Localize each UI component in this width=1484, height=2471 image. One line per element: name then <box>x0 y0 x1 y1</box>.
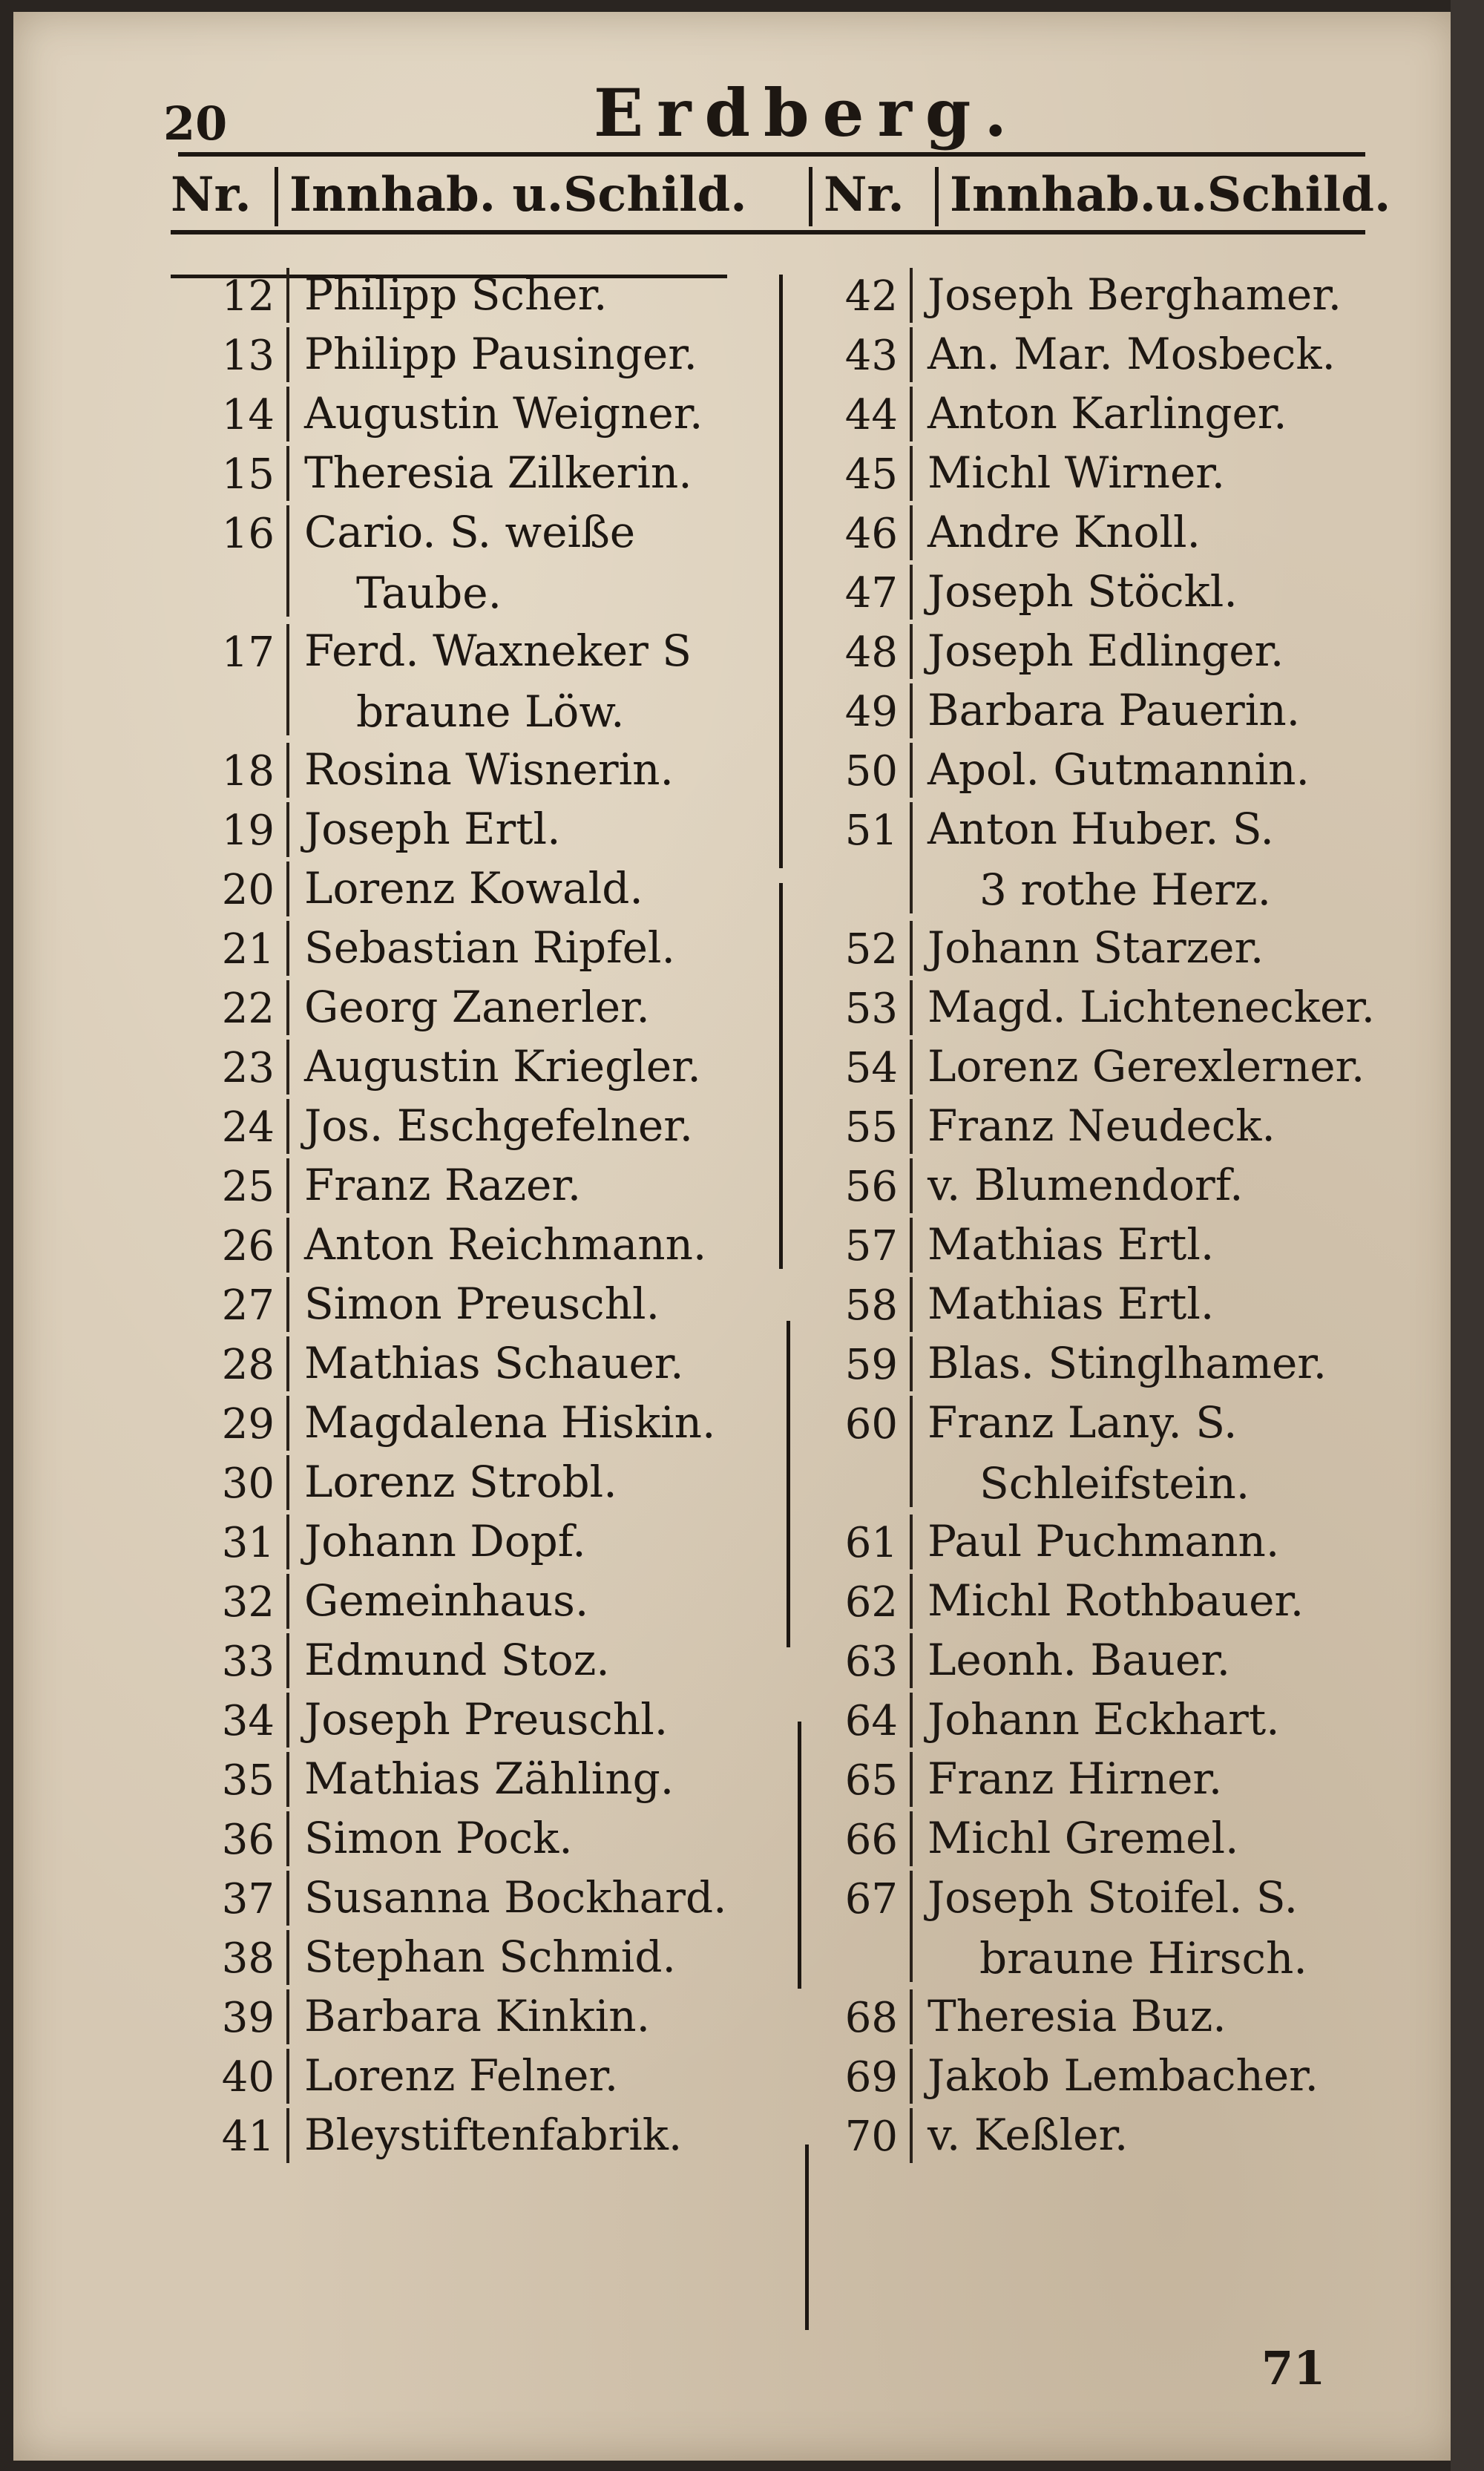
entry-separator <box>910 1811 913 1866</box>
list-item <box>794 1569 1402 1629</box>
running-title: Erdberg. <box>594 74 1021 151</box>
owner-name: Apol. Gutmannin. <box>928 744 1310 795</box>
owner-name: Joseph Berghamer. <box>928 269 1342 320</box>
owner-name: Barbara Kinkin. <box>304 1991 651 2041</box>
owner-name: Theresia Buz. <box>928 1991 1227 2041</box>
entry-separator <box>286 1752 289 1807</box>
house-number: 12 <box>221 272 275 321</box>
house-number: 57 <box>844 1222 898 1270</box>
entry-separator <box>910 1515 913 1569</box>
entry-separator <box>286 1396 289 1451</box>
list-item <box>163 916 794 976</box>
column-headers <box>171 160 1391 226</box>
list-item <box>794 1629 1402 1688</box>
entry-separator <box>910 1396 913 1507</box>
list-item <box>794 1510 1402 1569</box>
house-number: 69 <box>844 2053 898 2101</box>
house-number: 18 <box>221 747 275 795</box>
entry-separator <box>286 446 289 501</box>
owner-name: Simon Pock. <box>304 1813 573 1863</box>
owner-name: Bleystiftenfabrik. <box>304 2110 683 2160</box>
list-item <box>794 323 1402 382</box>
list-item <box>794 501 1402 560</box>
owner-name: Gemeinhaus. <box>304 1575 589 1626</box>
owner-name: Blas. Stinglhamer. <box>928 1338 1327 1388</box>
entry-separator <box>286 862 289 916</box>
list-item <box>163 798 794 857</box>
entry-separator <box>910 1040 913 1095</box>
house-number: 58 <box>844 1282 898 1330</box>
owner-name: Joseph Edlinger. <box>928 626 1284 676</box>
owner-name: Susanna Bockhard. <box>304 1872 727 1923</box>
owner-name: Anton Reichmann. <box>304 1219 707 1270</box>
entry-separator <box>286 2108 289 2163</box>
owner-name: Theresia Zilkerin. <box>304 447 692 498</box>
owner-name: Leonh. Bauer. <box>928 1635 1231 1685</box>
entry-separator <box>910 1218 913 1273</box>
list-item <box>163 2044 794 2104</box>
entry-separator <box>286 1158 289 1213</box>
house-number: 61 <box>844 1519 898 1567</box>
list-item <box>794 1035 1402 1095</box>
list-item <box>163 1213 794 1273</box>
page-header <box>148 67 1365 156</box>
entry-separator <box>286 1574 289 1629</box>
owner-name: Michl Rothbauer. <box>928 1575 1304 1626</box>
owner-name: Johann Eckhart. <box>928 1694 1280 1745</box>
entry-separator <box>286 1811 289 1866</box>
list-item <box>794 1985 1402 2044</box>
entry-separator <box>286 387 289 442</box>
owner-name: Mathias Ertl. <box>928 1279 1215 1329</box>
owner-name: Mathias Ertl. <box>928 1219 1215 1270</box>
left-name-header: Innhab. u.Schild. <box>289 167 747 223</box>
list-item <box>794 382 1402 442</box>
list-item <box>163 1273 794 1332</box>
list-item <box>163 1035 794 1095</box>
house-number: 64 <box>844 1697 898 1745</box>
entry-separator <box>286 1989 289 2044</box>
entry-separator <box>910 387 913 442</box>
owner-name: Franz Neudeck. <box>928 1100 1275 1151</box>
owner-name: Philipp Pausinger. <box>304 329 697 379</box>
list-item <box>163 1391 794 1451</box>
house-number: 47 <box>844 569 898 617</box>
entry-separator <box>910 921 913 976</box>
entry-separator <box>286 921 289 976</box>
entry-separator <box>286 1930 289 1985</box>
house-number: 30 <box>221 1460 275 1508</box>
owner-name: Simon Preuschl. <box>304 1279 660 1329</box>
entry-separator <box>286 980 289 1035</box>
list-item <box>163 1332 794 1391</box>
house-number: 63 <box>844 1638 898 1686</box>
entry-separator <box>910 2049 913 2104</box>
list-item <box>794 1748 1402 1807</box>
house-number: 17 <box>221 629 275 677</box>
list-item <box>163 1985 794 2044</box>
owner-name: Michl Gremel. <box>928 1813 1239 1863</box>
owner-name: Andre Knoll. <box>928 507 1201 557</box>
entry-separator <box>910 565 913 620</box>
owner-name: Anton Karlinger. <box>928 388 1287 439</box>
sign-continuation: braune Hirsch. <box>979 1933 1307 1983</box>
list-item <box>794 1866 1402 1985</box>
house-number: 21 <box>221 925 275 974</box>
house-number: 53 <box>844 985 898 1033</box>
entry-separator <box>286 2049 289 2104</box>
entry-separator <box>910 268 913 323</box>
entry-separator <box>286 505 289 617</box>
list-item <box>794 1391 1402 1510</box>
list-item <box>163 1569 794 1629</box>
house-number: 44 <box>844 391 898 439</box>
owner-name: Jakob Lembacher. <box>928 2050 1319 2101</box>
entry-separator <box>910 1158 913 1213</box>
house-number: 56 <box>844 1163 898 1211</box>
entry-separator <box>910 1574 913 1629</box>
house-number: 70 <box>844 2113 898 2161</box>
house-number: 24 <box>221 1103 275 1152</box>
list-item <box>163 382 794 442</box>
owner-name: Edmund Stoz. <box>304 1635 610 1685</box>
house-number: 43 <box>844 332 898 380</box>
house-number: 39 <box>221 1994 275 2042</box>
header-separator <box>275 167 278 226</box>
list-item <box>163 1688 794 1748</box>
list-item <box>163 1629 794 1688</box>
list-item <box>163 2104 794 2163</box>
house-number: 15 <box>221 450 275 499</box>
house-number: 33 <box>221 1638 275 1686</box>
house-number: 31 <box>221 1519 275 1567</box>
house-number: 38 <box>221 1935 275 1983</box>
owner-name: Jos. Eschgefelner. <box>304 1100 694 1151</box>
house-number: 45 <box>844 450 898 499</box>
house-number: 59 <box>844 1341 898 1389</box>
list-item <box>163 1748 794 1807</box>
owner-name: Lorenz Kowald. <box>304 863 643 913</box>
owner-name: An. Mar. Mosbeck. <box>928 329 1336 379</box>
list-item <box>163 1807 794 1866</box>
page-number: 20 <box>163 96 228 151</box>
entry-separator <box>910 327 913 382</box>
list-item <box>163 1451 794 1510</box>
house-number: 35 <box>221 1756 275 1805</box>
owner-name: Augustin Weigner. <box>304 388 703 439</box>
sign-continuation: braune Löw. <box>356 686 625 737</box>
header-rule-top <box>178 152 1365 157</box>
entry-separator <box>910 1752 913 1807</box>
entry-separator <box>286 268 289 323</box>
list-item <box>794 263 1402 323</box>
entry-separator <box>910 624 913 679</box>
list-item <box>794 442 1402 501</box>
column-divider <box>805 2145 809 2330</box>
house-number: 29 <box>221 1400 275 1448</box>
header-separator <box>809 167 812 226</box>
entry-separator <box>286 1040 289 1095</box>
left-nr-header: Nr. <box>171 167 252 223</box>
entry-separator <box>910 2108 913 2163</box>
entry-separator <box>286 1336 289 1391</box>
list-item <box>163 976 794 1035</box>
house-number: 65 <box>844 1756 898 1805</box>
owner-name: Joseph Ertl. <box>304 804 561 854</box>
house-number: 50 <box>844 747 898 795</box>
owner-name: Mathias Zähling. <box>304 1753 674 1804</box>
catch-word: 71 <box>1261 2341 1326 2395</box>
entry-separator <box>286 1277 289 1332</box>
owner-name: Michl Wirner. <box>928 447 1226 498</box>
owner-name: Johann Dopf. <box>304 1516 586 1566</box>
left-entry-list <box>163 263 794 2163</box>
entry-separator <box>286 327 289 382</box>
entry-separator <box>910 1989 913 2044</box>
owner-name: Franz Razer. <box>304 1160 582 1210</box>
right-entry-list <box>794 263 1402 2163</box>
house-number: 67 <box>844 1875 898 1923</box>
house-number: 55 <box>844 1103 898 1152</box>
house-number: 41 <box>221 2113 275 2161</box>
list-item <box>163 323 794 382</box>
list-item <box>163 263 794 323</box>
entry-separator <box>910 1633 913 1688</box>
house-number: 25 <box>221 1163 275 1211</box>
house-number: 32 <box>221 1578 275 1627</box>
house-number: 46 <box>844 510 898 558</box>
entry-separator <box>910 1336 913 1391</box>
list-item <box>794 1332 1402 1391</box>
house-number: 49 <box>844 688 898 736</box>
list-item <box>794 2104 1402 2163</box>
owner-name: Magdalena Hiskin. <box>304 1397 716 1448</box>
owner-name: Joseph Stöckl. <box>928 566 1238 617</box>
owner-name: Franz Lany. S. <box>928 1397 1238 1448</box>
owner-name: Lorenz Strobl. <box>304 1457 617 1507</box>
entry-separator <box>286 743 289 798</box>
house-number: 19 <box>221 807 275 855</box>
list-item <box>794 560 1402 620</box>
entry-separator <box>910 505 913 560</box>
entry-separator <box>910 1277 913 1332</box>
entry-separator <box>286 1515 289 1569</box>
owner-name: Magd. Lichtenecker. <box>928 982 1376 1032</box>
book-spine <box>1451 0 1484 2471</box>
right-nr-header: Nr. <box>824 167 904 223</box>
sign-continuation: Schleifstein. <box>979 1458 1250 1509</box>
house-number: 13 <box>221 332 275 380</box>
list-item <box>163 857 794 916</box>
house-number: 52 <box>844 925 898 974</box>
list-item <box>794 1095 1402 1154</box>
house-number: 34 <box>221 1697 275 1745</box>
entry-separator <box>910 446 913 501</box>
owner-name: Philipp Scher. <box>304 269 608 320</box>
entry-separator <box>286 1099 289 1154</box>
owner-name: Cario. S. weiße <box>304 507 636 557</box>
list-item <box>163 1866 794 1926</box>
list-item <box>163 501 794 620</box>
entry-separator <box>286 1218 289 1273</box>
list-item <box>794 738 1402 798</box>
house-number: 16 <box>221 510 275 558</box>
entry-separator <box>910 1693 913 1748</box>
house-number: 37 <box>221 1875 275 1923</box>
owner-name: Stephan Schmid. <box>304 1932 676 1982</box>
list-item <box>794 1807 1402 1866</box>
list-item <box>794 1688 1402 1748</box>
owner-name: Joseph Stoifel. S. <box>928 1872 1298 1923</box>
house-number: 60 <box>844 1400 898 1448</box>
owner-name: Rosina Wisnerin. <box>304 744 674 795</box>
house-number: 22 <box>221 985 275 1033</box>
list-item <box>163 1154 794 1213</box>
list-item <box>794 679 1402 738</box>
owner-name: Sebastian Ripfel. <box>304 922 675 973</box>
header-separator <box>935 167 939 226</box>
owner-name: Anton Huber. S. <box>928 804 1274 854</box>
entry-separator <box>286 1871 289 1926</box>
owner-name: Franz Hirner. <box>928 1753 1223 1804</box>
owner-name: Lorenz Gerexlerner. <box>928 1041 1365 1092</box>
house-number: 26 <box>221 1222 275 1270</box>
sign-continuation: 3 rothe Herz. <box>979 864 1272 915</box>
house-number: 54 <box>844 1044 898 1092</box>
list-item <box>163 738 794 798</box>
house-number: 36 <box>221 1816 275 1864</box>
owner-name: Barbara Pauerin. <box>928 685 1301 735</box>
owner-name: Georg Zanerler. <box>304 982 650 1032</box>
house-number: 68 <box>844 1994 898 2042</box>
house-number: 62 <box>844 1578 898 1627</box>
list-item <box>163 442 794 501</box>
list-item <box>794 976 1402 1035</box>
list-item <box>794 916 1402 976</box>
house-number: 20 <box>221 866 275 914</box>
list-item <box>163 1510 794 1569</box>
entry-separator <box>910 1871 913 1982</box>
owner-name: v. Keßler. <box>928 2110 1129 2160</box>
entry-separator <box>910 1099 913 1154</box>
sign-continuation: Taube. <box>356 568 502 618</box>
list-item <box>163 1926 794 1985</box>
entry-separator <box>286 1455 289 1510</box>
right-name-header: Innhab.u.Schild. <box>950 167 1391 223</box>
house-number: 27 <box>221 1282 275 1330</box>
list-item <box>794 1154 1402 1213</box>
list-item <box>794 1273 1402 1332</box>
list-item <box>794 620 1402 679</box>
house-number: 48 <box>844 629 898 677</box>
list-item <box>794 2044 1402 2104</box>
list-item <box>163 1095 794 1154</box>
owner-name: Paul Puchmann. <box>928 1516 1280 1566</box>
entry-separator <box>910 683 913 738</box>
owner-name: v. Blumendorf. <box>928 1160 1244 1210</box>
owner-name: Ferd. Waxneker S <box>304 626 692 676</box>
owner-name: Lorenz Felner. <box>304 2050 619 2101</box>
list-item <box>163 620 794 738</box>
entry-separator <box>910 980 913 1035</box>
entry-separator <box>286 624 289 735</box>
list-item <box>794 798 1402 916</box>
entry-separator <box>286 1693 289 1748</box>
header-rule-bottom <box>171 230 1365 234</box>
house-number: 51 <box>844 807 898 855</box>
house-number: 42 <box>844 272 898 321</box>
entry-separator <box>910 743 913 798</box>
owner-name: Augustin Kriegler. <box>304 1041 701 1092</box>
house-number: 23 <box>221 1044 275 1092</box>
entry-separator <box>286 1633 289 1688</box>
entry-separator <box>910 802 913 913</box>
owner-name: Johann Starzer. <box>928 922 1264 973</box>
house-number: 66 <box>844 1816 898 1864</box>
entry-separator <box>286 802 289 857</box>
house-number: 40 <box>221 2053 275 2101</box>
owner-name: Joseph Preuschl. <box>304 1694 669 1745</box>
owner-name: Mathias Schauer. <box>304 1338 684 1388</box>
house-number: 28 <box>221 1341 275 1389</box>
list-item <box>794 1213 1402 1273</box>
house-number: 14 <box>221 391 275 439</box>
